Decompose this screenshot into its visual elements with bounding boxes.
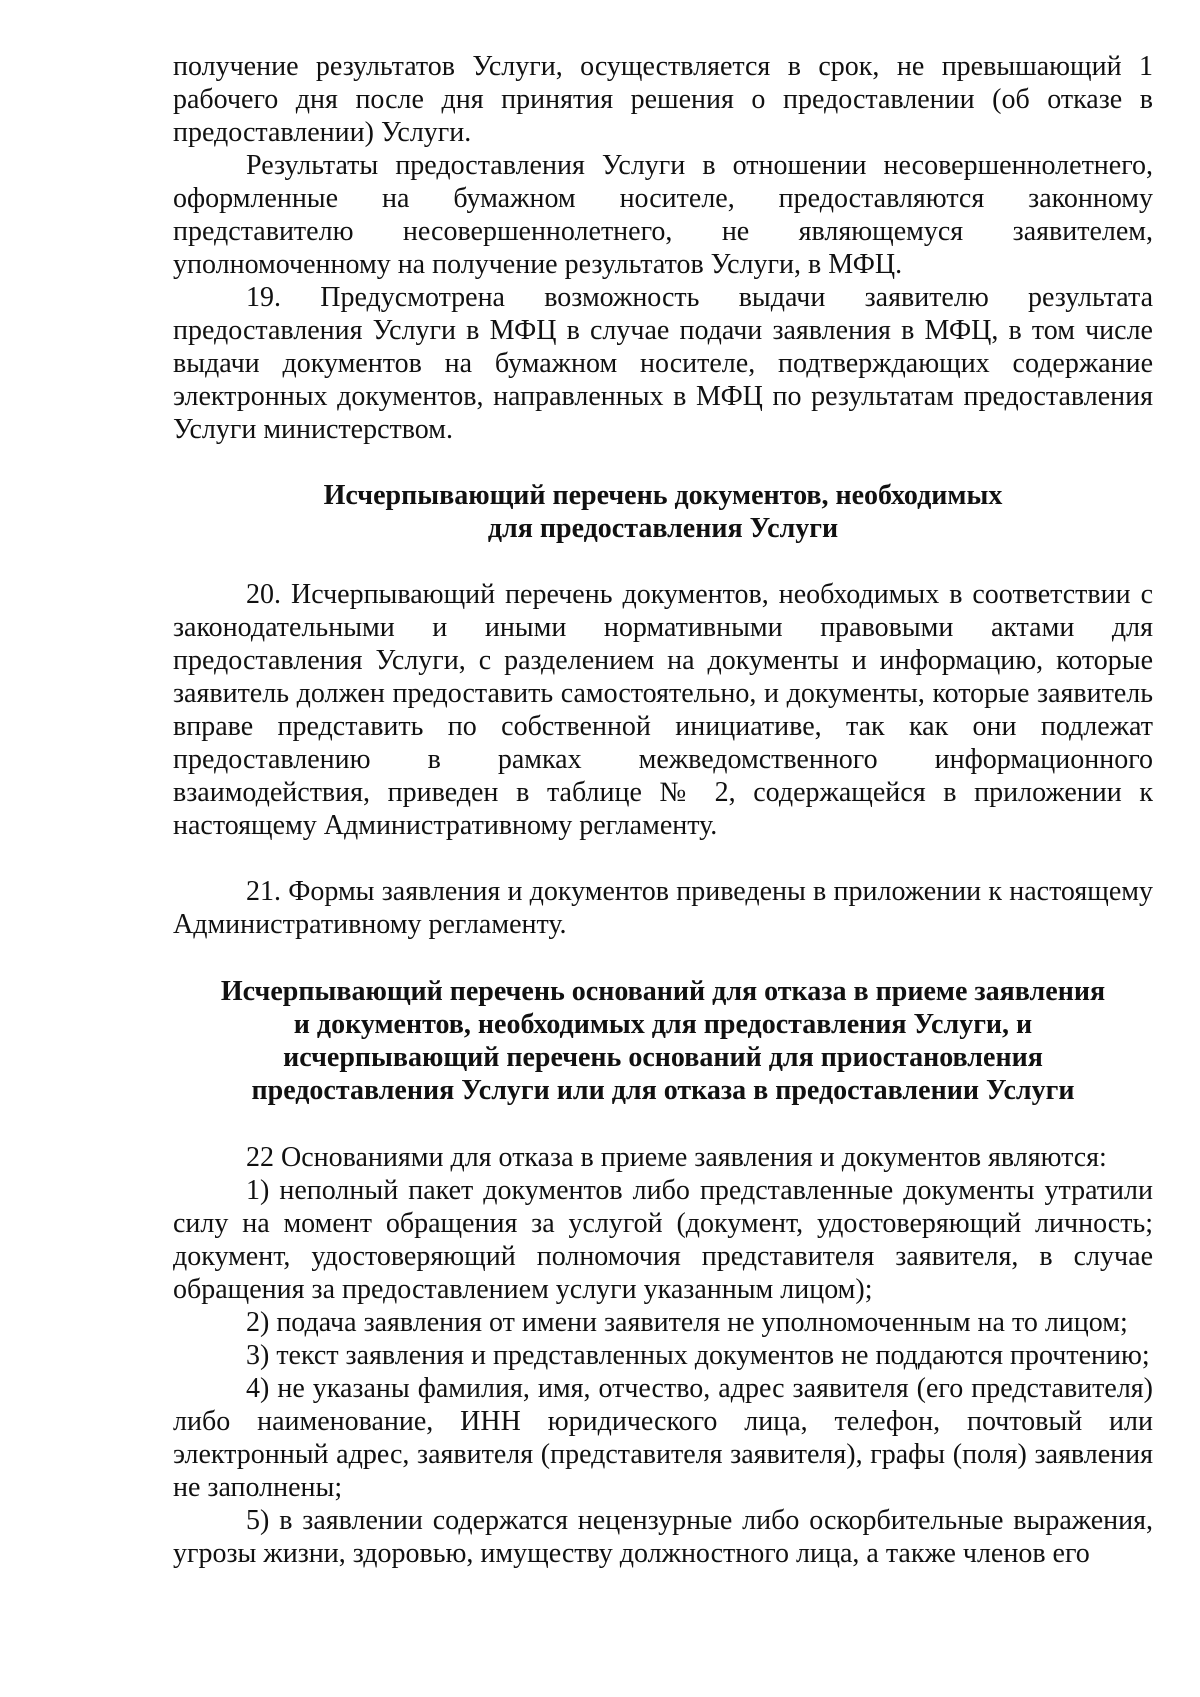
list-item-1: 1) неполный пакет документов либо представленные документы утратили силу на момент обращения за услугой (документ, удостоверяющий личность; документ, удостоверяющий полномочия представителя заявителя, в случае обращения за предоставлением услуги указанным лицом); (173, 1175, 1153, 1305)
paragraph-continuation: получение результатов Услуги, осуществляется в срок, не превышающий 1 рабочего дня после дня принятия решения о предоставлении (об отказе в предоставлении) Услуги. (173, 51, 1153, 148)
heading-line: Исчерпывающий перечень документов, необходимых (323, 480, 1003, 511)
section-heading-documents (173, 479, 1153, 545)
heading-line: предоставления Услуги или для отказа в предоставлении Услуги (251, 1075, 1075, 1106)
section-heading-refusal (173, 975, 1153, 1107)
paragraph-20: 20. Исчерпывающий перечень документов, необходимых в соответствии с законодательными и иными нормативными правовыми актами для предоставления Услуги, с разделением на документы и информацию, которые заявитель должен предоставить самостоятельно, и документы, которые заявитель вправе представить по собственной инициативе, так как они подлежат предоставлению в рамках межведомственного информационного взаимодействия, приведен в таблице № 2, содержащейся в приложении к настоящему Административному регламенту. (173, 579, 1153, 841)
paragraph-22: 22 Основаниями для отказа в приеме заявления и документов являются: (246, 1142, 1107, 1173)
heading-line: Исчерпывающий перечень оснований для отказа в приеме заявления (220, 976, 1106, 1007)
list-item-4: 4) не указаны фамилия, имя, отчество, адрес заявителя (его представителя) либо наименование, ИНН юридического лица, телефон, почтовый или электронный адрес, заявителя (представителя заявителя), графы (поля) заявления не заполнены; (173, 1373, 1153, 1503)
list-item-3: 3) текст заявления и представленных документов не поддаются прочтению; (246, 1340, 1150, 1371)
paragraph-19: 19. Предусмотрена возможность выдачи заявителю результата предоставления Услуги в МФЦ в случае подачи заявления в МФЦ, в том числе выдачи документов на бумажном носителе, подтверждающих содержание электронных документов, направленных в МФЦ по результатам предоставления Услуги министерством. (173, 282, 1153, 445)
paragraph-minor-results: Результаты предоставления Услуги в отношении несовершеннолетнего, оформленные на бумажном носителе, предоставляются законному представителю несовершеннолетнего, не являющемуся заявителем, уполномоченному на получение результатов Услуги, в МФЦ. (173, 150, 1153, 280)
list-item-2: 2) подача заявления от имени заявителя не уполномоченным на то лицом; (246, 1307, 1128, 1338)
heading-line: исчерпывающий перечень оснований для приостановления (283, 1042, 1043, 1073)
document-page (173, 50, 1153, 1570)
paragraph-21: 21. Формы заявления и документов приведены в приложении к настоящему Административному регламенту. (173, 876, 1153, 940)
list-item-5: 5) в заявлении содержатся нецензурные либо оскорбительные выражения, угрозы жизни, здоровью, имуществу должностного лица, а также членов его (173, 1505, 1153, 1569)
heading-line: для предоставления Услуги (487, 513, 839, 544)
heading-line: и документов, необходимых для предоставления Услуги, и (293, 1009, 1033, 1040)
